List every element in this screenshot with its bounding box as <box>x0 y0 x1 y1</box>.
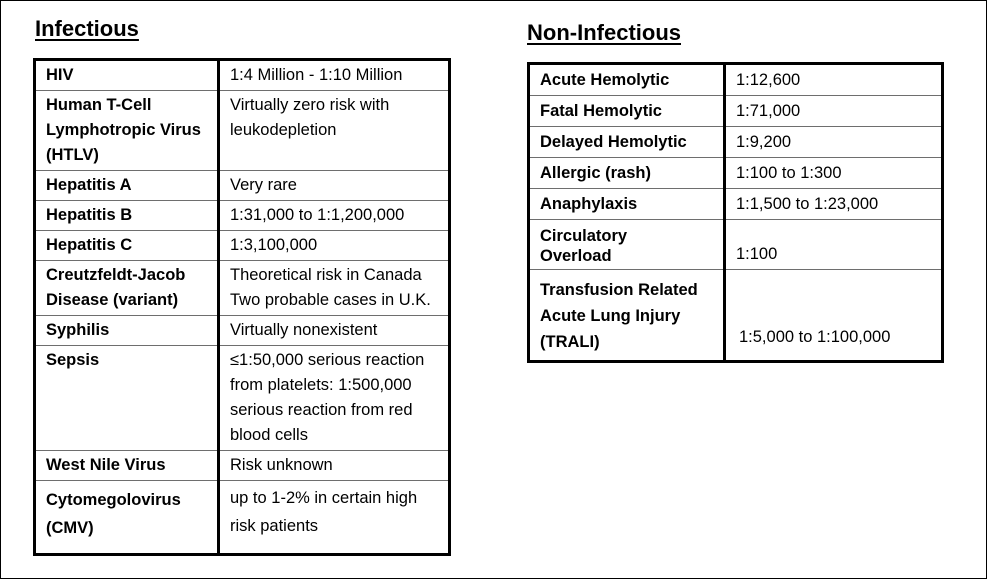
table-row <box>35 316 450 346</box>
risk-value: Virtually zero risk with leukodepletion <box>219 91 450 171</box>
risk-value: Theoretical risk in Canada Two probable cases in U.K. <box>219 261 450 316</box>
table-row <box>529 158 943 189</box>
risk-label: Transfusion Related Acute Lung Injury (TRALI) <box>529 270 725 362</box>
risk-label: Human T-Cell Lymphotropic Virus (HTLV) <box>35 91 219 171</box>
table-row <box>529 270 943 362</box>
risk-value: 1:1,500 to 1:23,000 <box>725 189 943 220</box>
table-row <box>35 451 450 481</box>
risk-value: 1:5,000 to 1:100,000 <box>725 270 943 362</box>
risk-label: HIV <box>35 60 219 91</box>
non-infectious-heading: Non-Infectious <box>527 20 681 45</box>
table-row <box>35 91 450 171</box>
risk-label: Allergic (rash) <box>529 158 725 189</box>
table-row <box>529 64 943 96</box>
risk-label: Circulatory Overload <box>529 220 725 270</box>
table-row <box>35 60 450 91</box>
risk-value: 1:4 Million - 1:10 Million <box>219 60 450 91</box>
risk-label: West Nile Virus <box>35 451 219 481</box>
risk-value: 1:9,200 <box>725 127 943 158</box>
risk-label: Anaphylaxis <box>529 189 725 220</box>
table-row <box>529 96 943 127</box>
risk-value: Very rare <box>219 171 450 201</box>
risk-value: Risk unknown <box>219 451 450 481</box>
risk-value: up to 1-2% in certain high risk patients <box>219 481 450 555</box>
risk-label: Hepatitis B <box>35 201 219 231</box>
risk-value: Virtually nonexistent <box>219 316 450 346</box>
table-row <box>529 189 943 220</box>
risk-value: ≤1:50,000 serious reaction from platelets: 1:500,000 serious reaction from red blood cells <box>219 346 450 451</box>
risk-value: 1:3,100,000 <box>219 231 450 261</box>
risk-value: 1:31,000 to 1:1,200,000 <box>219 201 450 231</box>
infectious-heading: Infectious <box>35 16 139 41</box>
table-row <box>35 261 450 316</box>
non-infectious-table <box>527 62 944 363</box>
risk-label: Hepatitis A <box>35 171 219 201</box>
risk-label: Sepsis <box>35 346 219 451</box>
table-row <box>35 481 450 555</box>
risk-label: Fatal Hemolytic <box>529 96 725 127</box>
risk-value: 1:12,600 <box>725 64 943 96</box>
table-row <box>35 171 450 201</box>
infectious-table <box>33 58 451 556</box>
risk-label: Acute Hemolytic <box>529 64 725 96</box>
table-row <box>35 231 450 261</box>
risk-value: 1:100 to 1:300 <box>725 158 943 189</box>
risk-value: 1:71,000 <box>725 96 943 127</box>
risk-label: Hepatitis C <box>35 231 219 261</box>
table-row <box>35 201 450 231</box>
risk-value: 1:100 <box>725 220 943 270</box>
table-row <box>35 346 450 451</box>
table-row <box>529 127 943 158</box>
risk-label: Creutzfeldt-Jacob Disease (variant) <box>35 261 219 316</box>
risk-label: Syphilis <box>35 316 219 346</box>
table-row <box>529 220 943 270</box>
risk-label: Cytomegolovirus (CMV) <box>35 481 219 555</box>
risk-label: Delayed Hemolytic <box>529 127 725 158</box>
